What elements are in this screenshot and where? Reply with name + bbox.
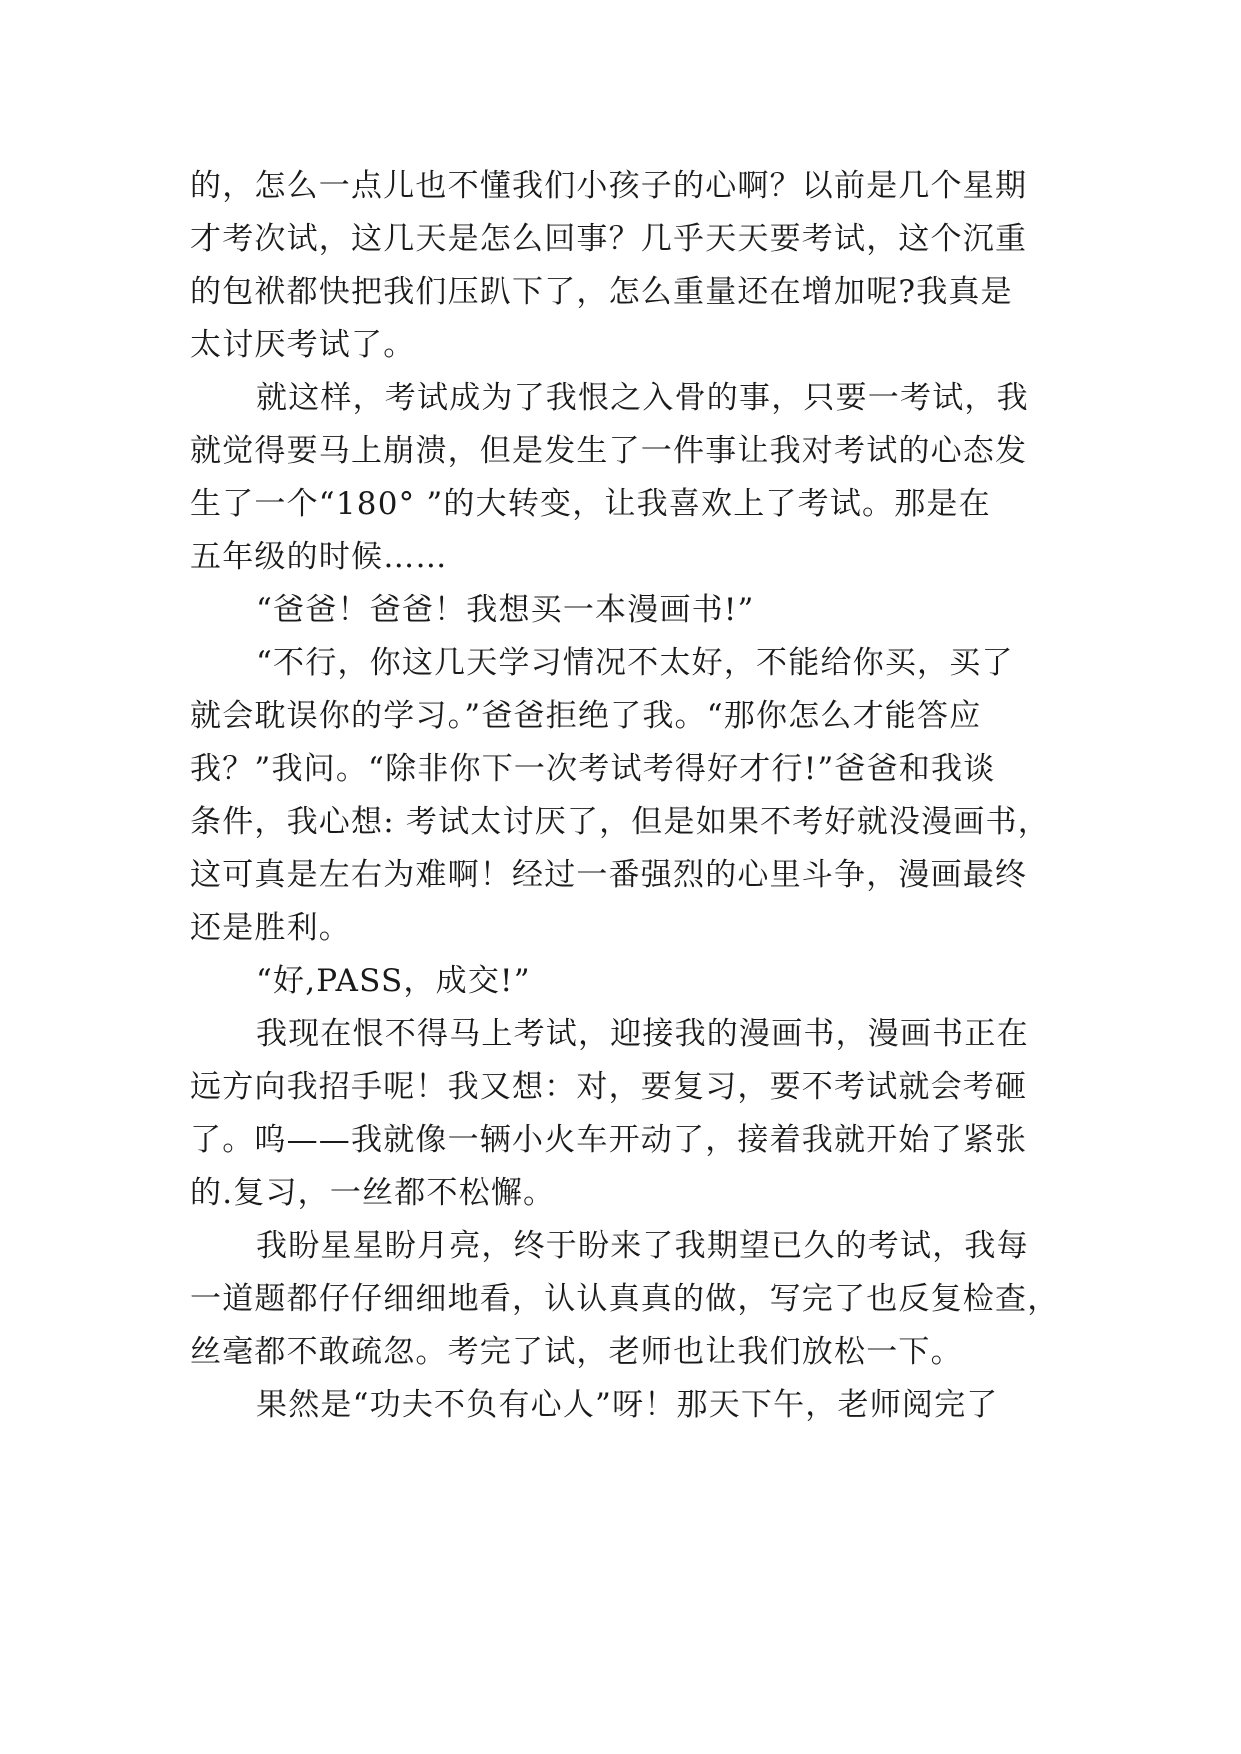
text-line: 还是胜利。 (190, 910, 351, 946)
text-line: 我？”我问。“除非你下一次考试考得好才行!”爸爸和我谈 (190, 751, 996, 787)
text-line: 果然是“功夫不负有心人”呀！那天下午，老师阅完了 (256, 1387, 999, 1423)
text-line: “好,PASS，成交!” (256, 963, 531, 999)
text-line: 的.复习，一丝都不松懈。 (190, 1175, 556, 1211)
text-line: 就这样，考试成为了我恨之入骨的事，只要一考试，我 (256, 380, 1029, 416)
text-line: “不行，你这几天学习情况不太好，不能给你买，买了 (256, 645, 1014, 681)
text-line: 的包袱都快把我们压趴下了，怎么重量还在增加呢?我真是 (190, 274, 1013, 310)
text-line: 就觉得要马上崩溃，但是发生了一件事让我对考试的心态发 (190, 433, 1028, 469)
document-body (190, 160, 1060, 1432)
text-line: 我现在恨不得马上考试，迎接我的漫画书，漫画书正在 (256, 1016, 1029, 1052)
text-line: 条件，我心想: 考试太讨厌了，但是如果不考好就没漫画书， (190, 804, 1050, 840)
text-line: 才考次试，这几天是怎么回事？几乎天天要考试，这个沉重 (190, 221, 1028, 257)
text-line: 五年级的时候…… (190, 539, 448, 575)
text-line: 生了一个“180° ”的大转变，让我喜欢上了考试。那是在 (190, 486, 991, 522)
text-line: 了。呜——我就像一辆小火车开动了，接着我就开始了紧张 (190, 1122, 1028, 1158)
text-line: 丝毫都不敢疏忽。考完了试，老师也让我们放松一下。 (190, 1334, 963, 1370)
text-line: 一道题都仔仔细细地看，认认真真的做，写完了也反复检查， (190, 1281, 1060, 1317)
text-line: 的，怎么一点儿也不懂我们小孩子的心啊？以前是几个星期 (190, 168, 1028, 204)
text-line: 这可真是左右为难啊！经过一番强烈的心里斗争，漫画最终 (190, 857, 1028, 893)
text-line: “爸爸！爸爸！我想买一本漫画书!” (256, 592, 755, 628)
text-line: 远方向我招手呢！我又想：对，要复习，要不考试就会考砸 (190, 1069, 1028, 1105)
text-line: 就会耽误你的学习。”爸爸拒绝了我。“那你怎么才能答应 (190, 698, 982, 734)
text-line: 太讨厌考试了。 (190, 327, 416, 363)
text-line: 我盼星星盼月亮，终于盼来了我期望已久的考试，我每 (256, 1228, 1029, 1264)
